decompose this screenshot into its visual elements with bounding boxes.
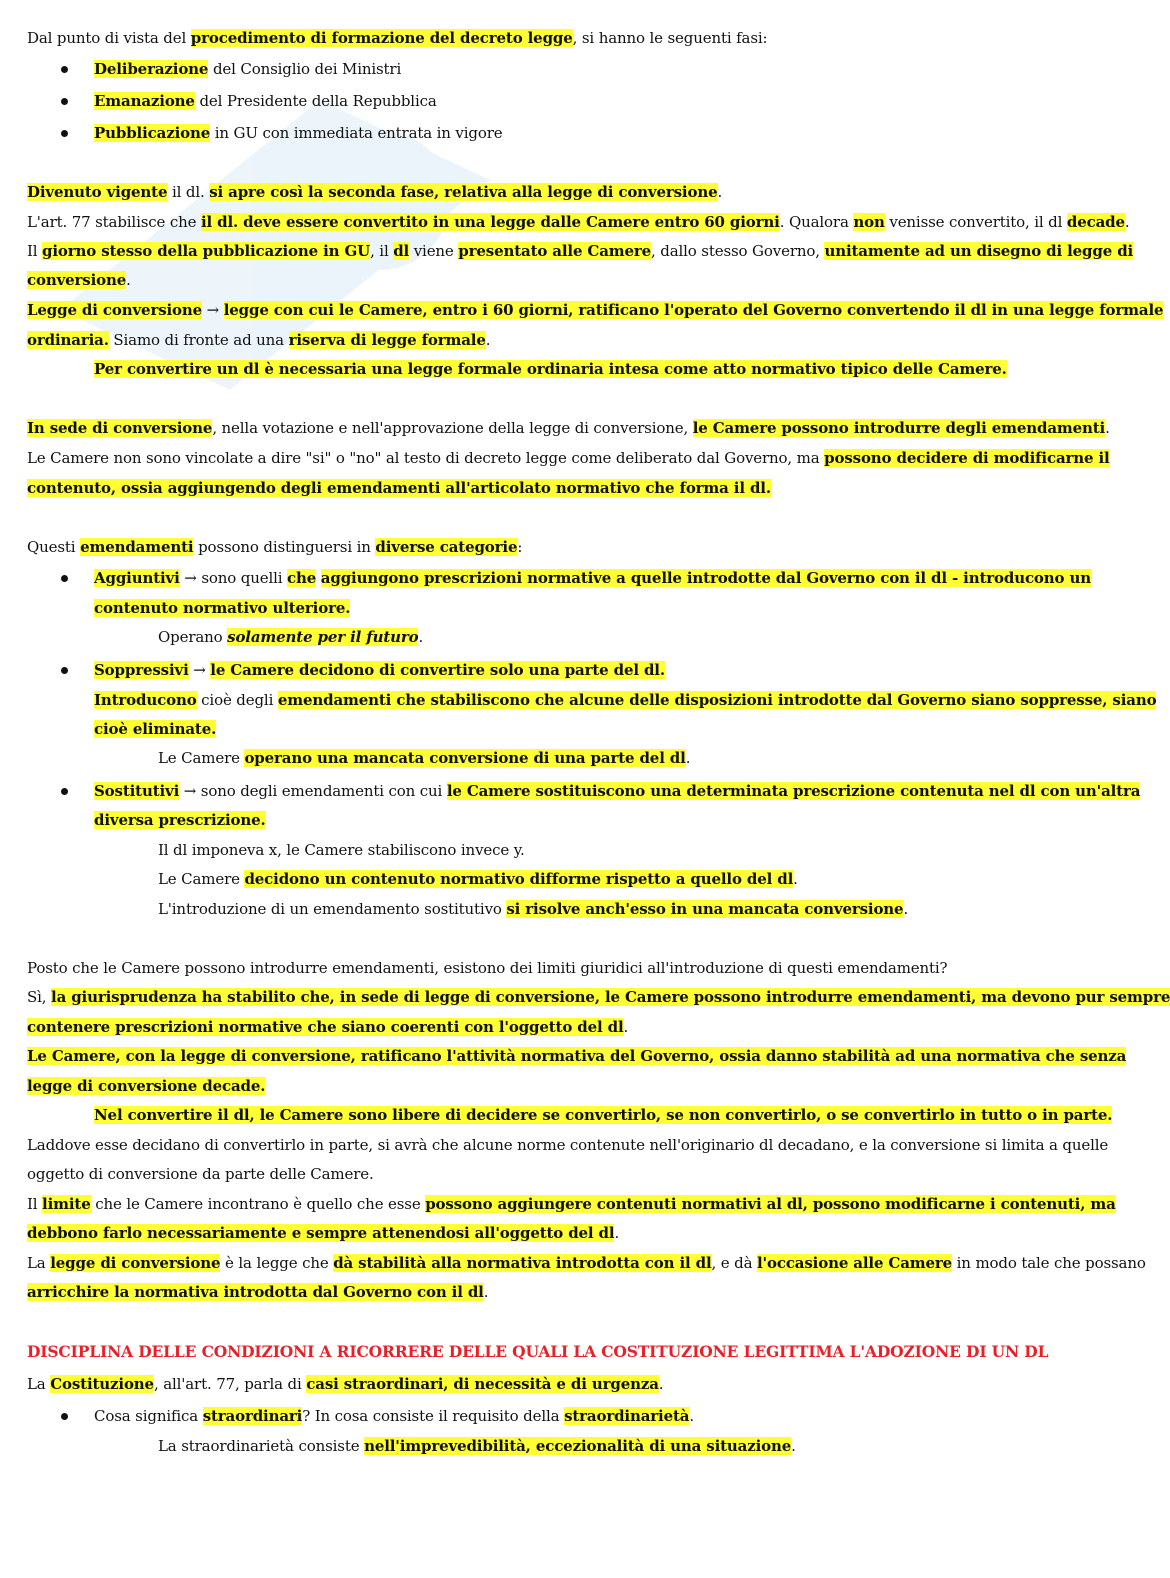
plain-text: .	[717, 183, 723, 201]
text-line	[27, 329, 1092, 351]
text-line	[27, 986, 1170, 1008]
plain-text: , il	[370, 242, 394, 260]
highlighted-text: l'occasione alle Camere	[756, 1254, 953, 1272]
highlighted-text: dl	[393, 242, 410, 260]
text-line	[27, 447, 1110, 469]
plain-text: venisse convertito, il dl	[884, 213, 1067, 231]
plain-text: Posto che le Camere possono introdurre emendamenti, esistono dei limiti giuridici all'introduzione di questi emendamenti?	[27, 959, 948, 977]
plain-text: Siamo di fronte ad una	[108, 331, 289, 349]
highlighted-text: legge con cui le Camere, entro i 60 giorni, ratificano l'operato del Governo convertendo il dl in una legge formale	[223, 301, 1164, 319]
highlighted-text: Aggiuntivi	[94, 569, 180, 587]
plain-text: . Qualora	[779, 213, 854, 231]
plain-text: viene	[409, 242, 459, 260]
text-line	[27, 536, 1092, 558]
plain-text: Sì,	[27, 988, 52, 1006]
plain-text: →	[202, 301, 224, 319]
plain-text: , e dà	[711, 1254, 757, 1272]
plain-text: in GU con immediata entrata in vigore	[210, 124, 503, 142]
highlighted-text: conversione	[27, 271, 127, 289]
highlighted-text: operano una mancata conversione di una parte del dl	[244, 749, 686, 767]
plain-text: Le Camere	[158, 749, 245, 767]
bullet-icon	[58, 58, 70, 80]
highlighted-text: si apre così la seconda fase, relativa alla legge di conversione	[209, 183, 718, 201]
plain-text: in modo tale che possano	[952, 1254, 1146, 1272]
text-line	[27, 1281, 1092, 1303]
highlighted-text: straordinari	[202, 1407, 303, 1425]
highlighted-text: Deliberazione	[94, 60, 209, 78]
text-line	[94, 567, 1092, 589]
plain-text: cioè degli	[196, 691, 278, 709]
plain-text: DISCIPLINA DELLE CONDIZIONI A RICORRERE DELLE QUALI LA COSTITUZIONE LEGITTIMA L'ADOZIONE DI UN DL	[27, 1342, 1049, 1361]
text-line	[27, 1045, 1127, 1067]
plain-text: → sono degli emendamenti con cui	[179, 782, 447, 800]
highlighted-text: casi straordinari, di necessità e di urgenza	[306, 1375, 659, 1393]
highlighted-text: presentato alle Camere	[458, 242, 652, 260]
plain-text: Laddove esse decidano di convertirlo in parte, si avrà che alcune norme contenute nell'originario dl decadano, e la conversione si limita a quelle	[27, 1136, 1109, 1154]
plain-text: La	[27, 1375, 51, 1393]
highlighted-text: contenuto, ossia aggiungendo degli emendamenti all'articolato normativo che forma il dl.	[27, 479, 771, 497]
plain-text: .	[614, 1224, 620, 1242]
highlighted-text: legge di conversione decade.	[27, 1077, 266, 1095]
bullet-icon	[58, 780, 70, 802]
bullet-icon	[58, 90, 70, 112]
highlighted-text: emendamenti	[80, 538, 194, 556]
plain-text: .	[623, 1018, 629, 1036]
plain-text: → sono quelli	[179, 569, 288, 587]
text-line	[27, 1016, 1092, 1038]
highlighted-text: debbono farlo necessariamente e sempre attenendosi all'oggetto del dl	[27, 1224, 615, 1242]
text-line	[94, 780, 1141, 802]
plain-text: Il	[27, 242, 43, 260]
text-line	[94, 659, 1092, 681]
text-line	[27, 211, 1130, 233]
plain-text: .	[1124, 213, 1130, 231]
text-line	[158, 839, 1092, 861]
highlighted-text: cioè eliminate.	[94, 720, 217, 738]
plain-text: che le Camere incontrano è quello che esse	[90, 1195, 426, 1213]
text-line	[94, 90, 1092, 112]
text-line	[94, 809, 1092, 831]
highlighted-text: In sede di conversione	[27, 419, 213, 437]
highlighted-text: Nel convertire il dl, le Camere sono libere di decidere se convertirlo, se non convertirlo, o se convertirlo in tutto o in parte.	[94, 1106, 1113, 1124]
text-line	[27, 1222, 1092, 1244]
bullet-icon	[58, 659, 70, 681]
text-line	[94, 122, 1092, 144]
plain-text: .	[658, 1375, 664, 1393]
highlighted-text: le Camere possono introdurre degli emendamenti	[692, 419, 1106, 437]
bullet-icon	[58, 1405, 70, 1427]
plain-text: del Presidente della Repubblica	[194, 92, 437, 110]
highlighted-text: Le Camere, con la legge di conversione, ratificano l'attività normativa del Governo, ossia danno stabilità ad una normativa che senza	[27, 1047, 1127, 1065]
plain-text: .	[1105, 419, 1110, 437]
plain-text: ? In cosa consiste il requisito della	[302, 1407, 565, 1425]
plain-text: possono distinguersi in	[193, 538, 376, 556]
plain-text: La straordinarietà consiste	[158, 1437, 365, 1455]
plain-text: , si hanno le seguenti fasi:	[572, 29, 768, 47]
text-line	[27, 1163, 1092, 1185]
plain-text: , dallo stesso Governo,	[651, 242, 825, 260]
plain-text: .	[903, 900, 909, 918]
plain-text: :	[517, 538, 523, 556]
highlighted-text: Costituzione	[50, 1375, 154, 1393]
plain-text: il dl.	[167, 183, 210, 201]
highlighted-text: Sostitutivi	[94, 782, 180, 800]
plain-text: , nella votazione e nell'approvazione della legge di conversione,	[212, 419, 693, 437]
plain-text: .	[126, 271, 131, 289]
highlighted-text: diverse categorie	[375, 538, 518, 556]
highlighted-text: straordinarietà	[564, 1407, 690, 1425]
text-line	[94, 58, 1092, 80]
highlighted-text: dà stabilità alla normativa introdotta con il dl	[333, 1254, 712, 1272]
highlighted-text: contenere prescrizioni normative che siano coerenti con l'oggetto del dl	[27, 1018, 624, 1036]
plain-text: Il dl imponeva x, le Camere stabiliscono invece y.	[158, 841, 525, 859]
text-line	[27, 299, 1164, 321]
highlighted-text: decidono un contenuto normativo difforme rispetto a quello del dl	[244, 870, 794, 888]
highlighted-text: Per convertire un dl è necessaria una legge formale ordinaria intesa come atto normativo tipico delle Camere.	[94, 360, 1007, 378]
text-line	[158, 747, 1092, 769]
plain-text: .	[685, 749, 691, 767]
highlighted-text: arricchire la normativa introdotta dal Governo con il dl	[27, 1283, 484, 1301]
highlighted-text: ordinaria.	[27, 331, 109, 349]
text-line	[27, 477, 1092, 499]
plain-text: Le Camere	[158, 870, 245, 888]
highlighted-text: Introducono	[94, 691, 197, 709]
text-line	[158, 626, 1092, 648]
text-line	[27, 1075, 1092, 1097]
highlighted-text: giorno stesso della pubblicazione in GU	[42, 242, 371, 260]
text-line	[158, 868, 1092, 890]
text-line	[27, 1252, 1146, 1274]
plain-text: Operano	[158, 628, 228, 646]
highlighted-text: nell'imprevedibilità, eccezionalità di una situazione	[364, 1437, 792, 1455]
highlighted-text: Pubblicazione	[94, 124, 211, 142]
text-line	[27, 1193, 1116, 1215]
plain-text: La	[27, 1254, 51, 1272]
highlighted-text: limite	[42, 1195, 91, 1213]
highlighted-text: Soppressivi	[94, 661, 189, 679]
plain-text: Le Camere non sono vincolate a dire "si" o "no" al testo di decreto legge come deliberato dal Governo, ma	[27, 449, 825, 467]
highlighted-text: possono aggiungere contenuti normativi al dl, possono modificarne i contenuti, ma	[425, 1195, 1116, 1213]
highlighted-text: Emanazione	[94, 92, 195, 110]
highlighted-text: la giurisprudenza ha stabilito che, in sede di legge di conversione, le Camere possono introdurre emendamenti, ma devono pur sempre	[51, 988, 1170, 1006]
text-line	[27, 1134, 1109, 1156]
text-line	[94, 358, 1092, 380]
text-line	[158, 898, 1092, 920]
plain-text: .	[485, 331, 491, 349]
plain-text: Dal punto di vista del	[27, 29, 191, 47]
highlighted-text: si risolve anch'esso in una mancata conversione	[506, 900, 904, 918]
highlighted-text: procedimento di formazione del decreto legge	[190, 29, 573, 47]
highlighted-text: unitamente ad un disegno di legge di	[824, 242, 1134, 260]
highlighted-text: emendamenti che stabiliscono che alcune delle disposizioni introdotte dal Governo siano soppresse, siano	[277, 691, 1157, 709]
text-line	[94, 689, 1157, 711]
highlighted-text: che	[287, 569, 317, 587]
bullet-icon	[58, 567, 70, 589]
bullet-icon	[58, 122, 70, 144]
text-line	[94, 1405, 1092, 1427]
plain-text: →	[188, 661, 211, 679]
text-line	[94, 1104, 1113, 1126]
plain-text: , all'art. 77, parla di	[153, 1375, 307, 1393]
plain-text: L'introduzione di un emendamento sostitutivo	[158, 900, 507, 918]
text-line	[27, 269, 1092, 291]
plain-text: è la legge che	[220, 1254, 334, 1272]
highlighted-text: riserva di legge formale	[288, 331, 486, 349]
text-line	[27, 27, 1092, 49]
plain-text: del Consiglio dei Ministri	[208, 60, 402, 78]
plain-text: .	[791, 1437, 796, 1455]
text-line	[27, 1373, 1092, 1395]
highlighted-text: Divenuto vigente	[27, 183, 168, 201]
text-line	[27, 181, 1092, 203]
text-line	[158, 1435, 1092, 1457]
highlighted-text: Legge di conversione	[27, 301, 203, 319]
plain-text: Il	[27, 1195, 43, 1213]
text-line	[94, 718, 1092, 740]
text-line	[27, 957, 1092, 979]
plain-text: L'art. 77 stabilisce che	[27, 213, 201, 231]
section-heading	[27, 1341, 1092, 1363]
highlighted-text: il dl. deve essere convertito in una legge dalle Camere entro 60 giorni	[200, 213, 780, 231]
highlighted-text: contenuto normativo ulteriore.	[94, 599, 351, 617]
text-line	[27, 417, 1110, 439]
plain-text: .	[793, 870, 798, 888]
text-line	[27, 240, 1134, 262]
highlighted-text: non	[853, 213, 885, 231]
text-line	[94, 597, 1092, 619]
plain-text: Questi	[27, 538, 81, 556]
highlighted-text: aggiungono prescrizioni normative a quelle introdotte dal Governo con il dl - introducono un	[320, 569, 1091, 587]
highlighted-text: solamente per il futuro	[227, 628, 419, 646]
highlighted-text: legge di conversione	[50, 1254, 221, 1272]
plain-text: .	[483, 1283, 489, 1301]
highlighted-text: decade	[1066, 213, 1125, 231]
plain-text: .	[418, 628, 424, 646]
plain-text: .	[689, 1407, 694, 1425]
plain-text: Cosa significa	[94, 1407, 203, 1425]
plain-text: oggetto di conversione da parte delle Camere.	[27, 1165, 374, 1183]
highlighted-text: le Camere decidono di convertire solo una parte del dl.	[210, 661, 665, 679]
highlighted-text: diversa prescrizione.	[94, 811, 266, 829]
highlighted-text: le Camere sostituiscono una determinata prescrizione contenuta nel dl con un'altra	[446, 782, 1141, 800]
highlighted-text: possono decidere di modificarne il	[824, 449, 1110, 467]
